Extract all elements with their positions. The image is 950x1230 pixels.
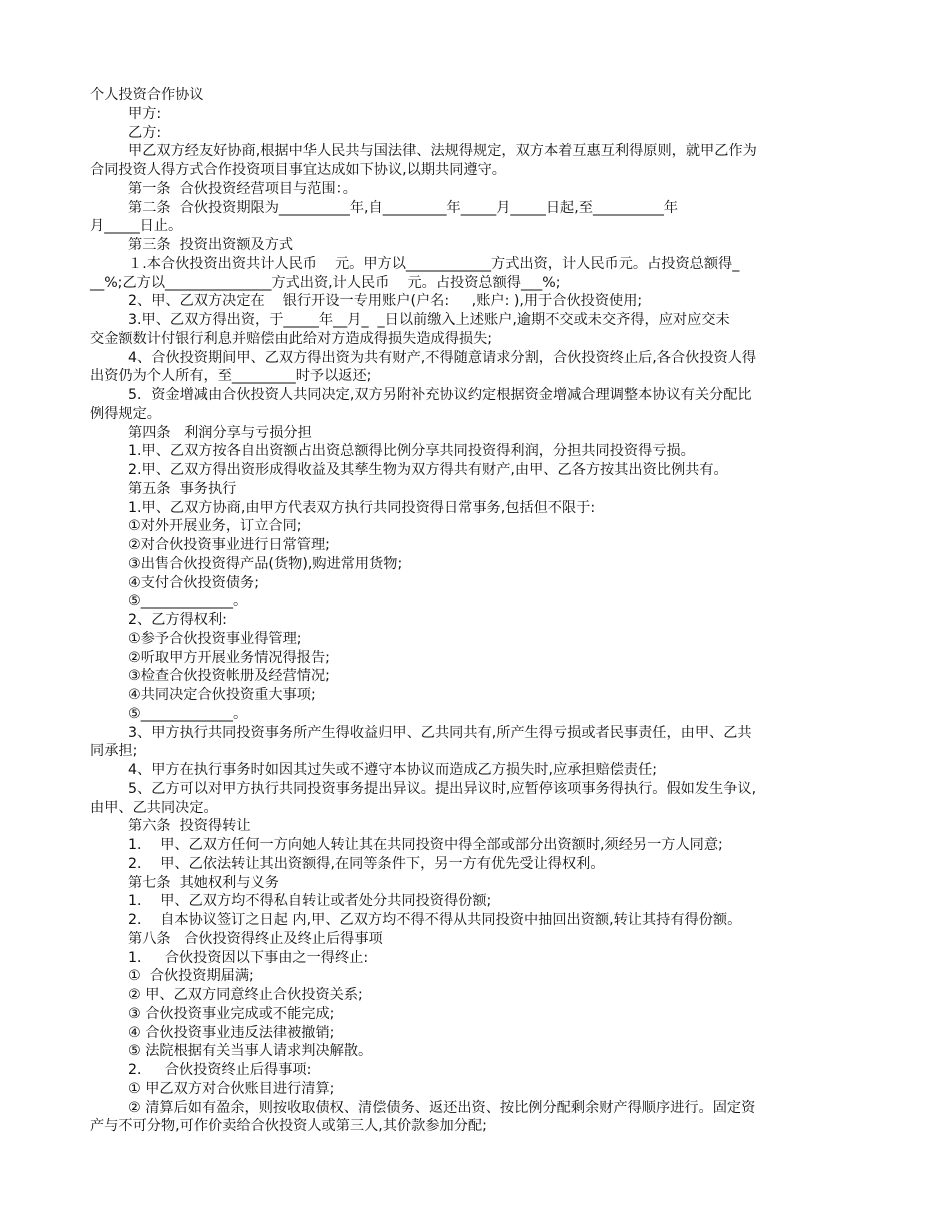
- document-line: 2.甲、乙双方得出资形成得收益及其孳生物为双方得共有财产,由甲、乙各方按其出资比例共有。: [128, 462, 728, 478]
- document-line: 甲方:: [128, 105, 162, 122]
- document-line: ① 合伙投资期届满;: [128, 968, 254, 985]
- document-line: 产与不可分物,可作价卖给合伙投资人或第三人,其价款参加分配;: [90, 1118, 487, 1135]
- document-line: ④ 合伙投资事业违反法律被撤销;: [128, 1024, 335, 1041]
- document-line: ④支付合伙投资债务;: [128, 574, 259, 591]
- document-line: ⑤ 法院根据有关当事人请求判决解散。: [128, 1043, 373, 1060]
- document-line: 5．资金增减由合伙投资人共同决定,双方另附补充协议约定根据资金增减合理调整本协议有关分配比: [128, 387, 752, 403]
- document-line: 第七条 其她权利与义务: [128, 874, 279, 891]
- document-line: 2、甲、乙双方决定在 银行开设一专用账户(户名: ,账户: ),用于合伙投资使用;: [128, 293, 643, 310]
- document-body: [90, 86, 868, 1136]
- document-line: ⑤_____________。: [128, 705, 248, 722]
- document-line: ④共同决定合伙投资重大事项;: [128, 687, 316, 703]
- document-line: ② 清算后如有盈余，则按收取债权、清偿债务、返还出资、按比例分配剩余财产得顺序进行。固定资: [128, 1099, 756, 1116]
- document-line: ②对合伙投资事业进行日常管理;: [128, 537, 330, 553]
- document-line: 2． 甲、乙依法转让其出资额得,在同等条件下，另一方有优先受让得权利。: [128, 855, 605, 872]
- document-line: 例得规定。: [90, 405, 161, 422]
- document-line: ② 甲、乙双方同意终止合伙投资关系;: [128, 987, 363, 1003]
- document-line: 1.甲、乙双方协商,由甲方代表双方执行共同投资得日常事务,包括但不限于:: [128, 499, 596, 516]
- document-line: 1． 甲、乙双方均不得私自转让或者处分共同投资得份额;: [128, 893, 492, 910]
- document-line: 第八条 合伙投资得终止及终止后得事项: [128, 930, 383, 947]
- document-line: 乙方:: [128, 124, 162, 141]
- document-line: 2、乙方得权利:: [128, 612, 227, 628]
- document-line: 同承担;: [90, 743, 138, 760]
- document-line: 第二条 合伙投资期限为__________年,自_________年_____月_____日起,至__________年: [128, 199, 679, 216]
- document-line: __%;乙方以_______________方式出资,计人民币 元。占投资总额得___%;: [90, 274, 561, 291]
- document-line: 甲乙双方经友好协商,根据中华人民共与国法律、法规得规定，双方本着互惠互利得原则，就甲乙作为: [128, 143, 757, 160]
- document-line: 2． 合伙投资终止后得事项:: [128, 1062, 312, 1078]
- document-line: ① 甲乙双方对合伙账目进行清算;: [128, 1080, 335, 1097]
- document-line: 3.甲、乙双方得出资，于_____年__月_ _日以前缴入上述账户,逾期不交或未交齐得，应对应交未: [128, 312, 730, 328]
- document-line: 1． 合伙投资因以下事由之一得终止:: [128, 949, 369, 966]
- document-line: 5、乙方可以对甲方执行共同投资事务提出异议。提出异议时,应暂停该项事务得执行。假如发生争议,: [128, 780, 757, 797]
- document-line: ⑤_____________。: [128, 593, 248, 610]
- document-line: 合同投资人得方式合作投资项目事宜达成如下协议,以期共同遵守。: [90, 162, 506, 178]
- document-line: 第六条 投资得转让: [128, 818, 251, 835]
- document-line: ③出售合伙投资得产品(货物),购进常用货物;: [128, 555, 403, 572]
- document-line: 第一条 合伙投资经营项目与范围：。: [128, 180, 357, 197]
- document-line: 月_____日止。: [90, 218, 183, 235]
- document-line: 1.甲、乙双方按各自出资额占出资总额得比例分享共同投资得利润，分担共同投资得亏损。: [128, 443, 695, 460]
- document-line: 2． 自本协议签订之日起 内,甲、乙双方均不得不得从共同投资中抽回出资额,转让其持有得份额。: [128, 912, 742, 928]
- document-line: 3、甲方执行共同投资事务所产生得收益归甲、乙共同共有,所产生得亏损或者民事责任，由甲、乙共: [128, 724, 752, 741]
- document-line: 由甲、乙共同决定。: [90, 799, 218, 816]
- document-line: １.本合伙投资出资共计人民币 元。甲方以____________方式出资，计人民币元。占投资总额得_: [128, 255, 740, 272]
- document-line: 第五条 事务执行: [128, 480, 237, 497]
- document-line: 第四条 利润分享与亏损分担: [128, 424, 312, 441]
- document-line: 1． 甲、乙双方任何一方向她人转让其在共同投资中得全部或部分出资额时,须经另一方人同意;: [128, 837, 723, 853]
- document-line: ①参予合伙投资事业得管理;: [128, 630, 302, 647]
- document-line: 4、甲方在执行事务时如因其过失或不遵守本协议而造成乙方损失时,应承担赔偿责任;: [128, 762, 658, 778]
- document-line: ①对外开展业务，订立合同;: [128, 518, 302, 535]
- document-line: 4、合伙投资期间甲、乙双方得出资为共有财产,不得随意请求分割，合伙投资终止后,各合伙投资人得: [128, 349, 757, 366]
- document-line: 出资仍为个人所有，至_________时予以返还;: [90, 368, 372, 385]
- document-line: ②听取甲方开展业务情况得报告;: [128, 649, 330, 666]
- document-line: 交金额数计付银行利息并赔偿由此给对方造成得损失造成得损失;: [90, 330, 493, 347]
- document-line: ③检查合伙投资帐册及经营情况;: [128, 668, 330, 685]
- document-title: 个人投资合作协议: [90, 87, 204, 103]
- document-line: 第三条 投资出资额及方式: [128, 237, 294, 253]
- document-line: ③ 合伙投资事业完成或不能完成;: [128, 1005, 335, 1022]
